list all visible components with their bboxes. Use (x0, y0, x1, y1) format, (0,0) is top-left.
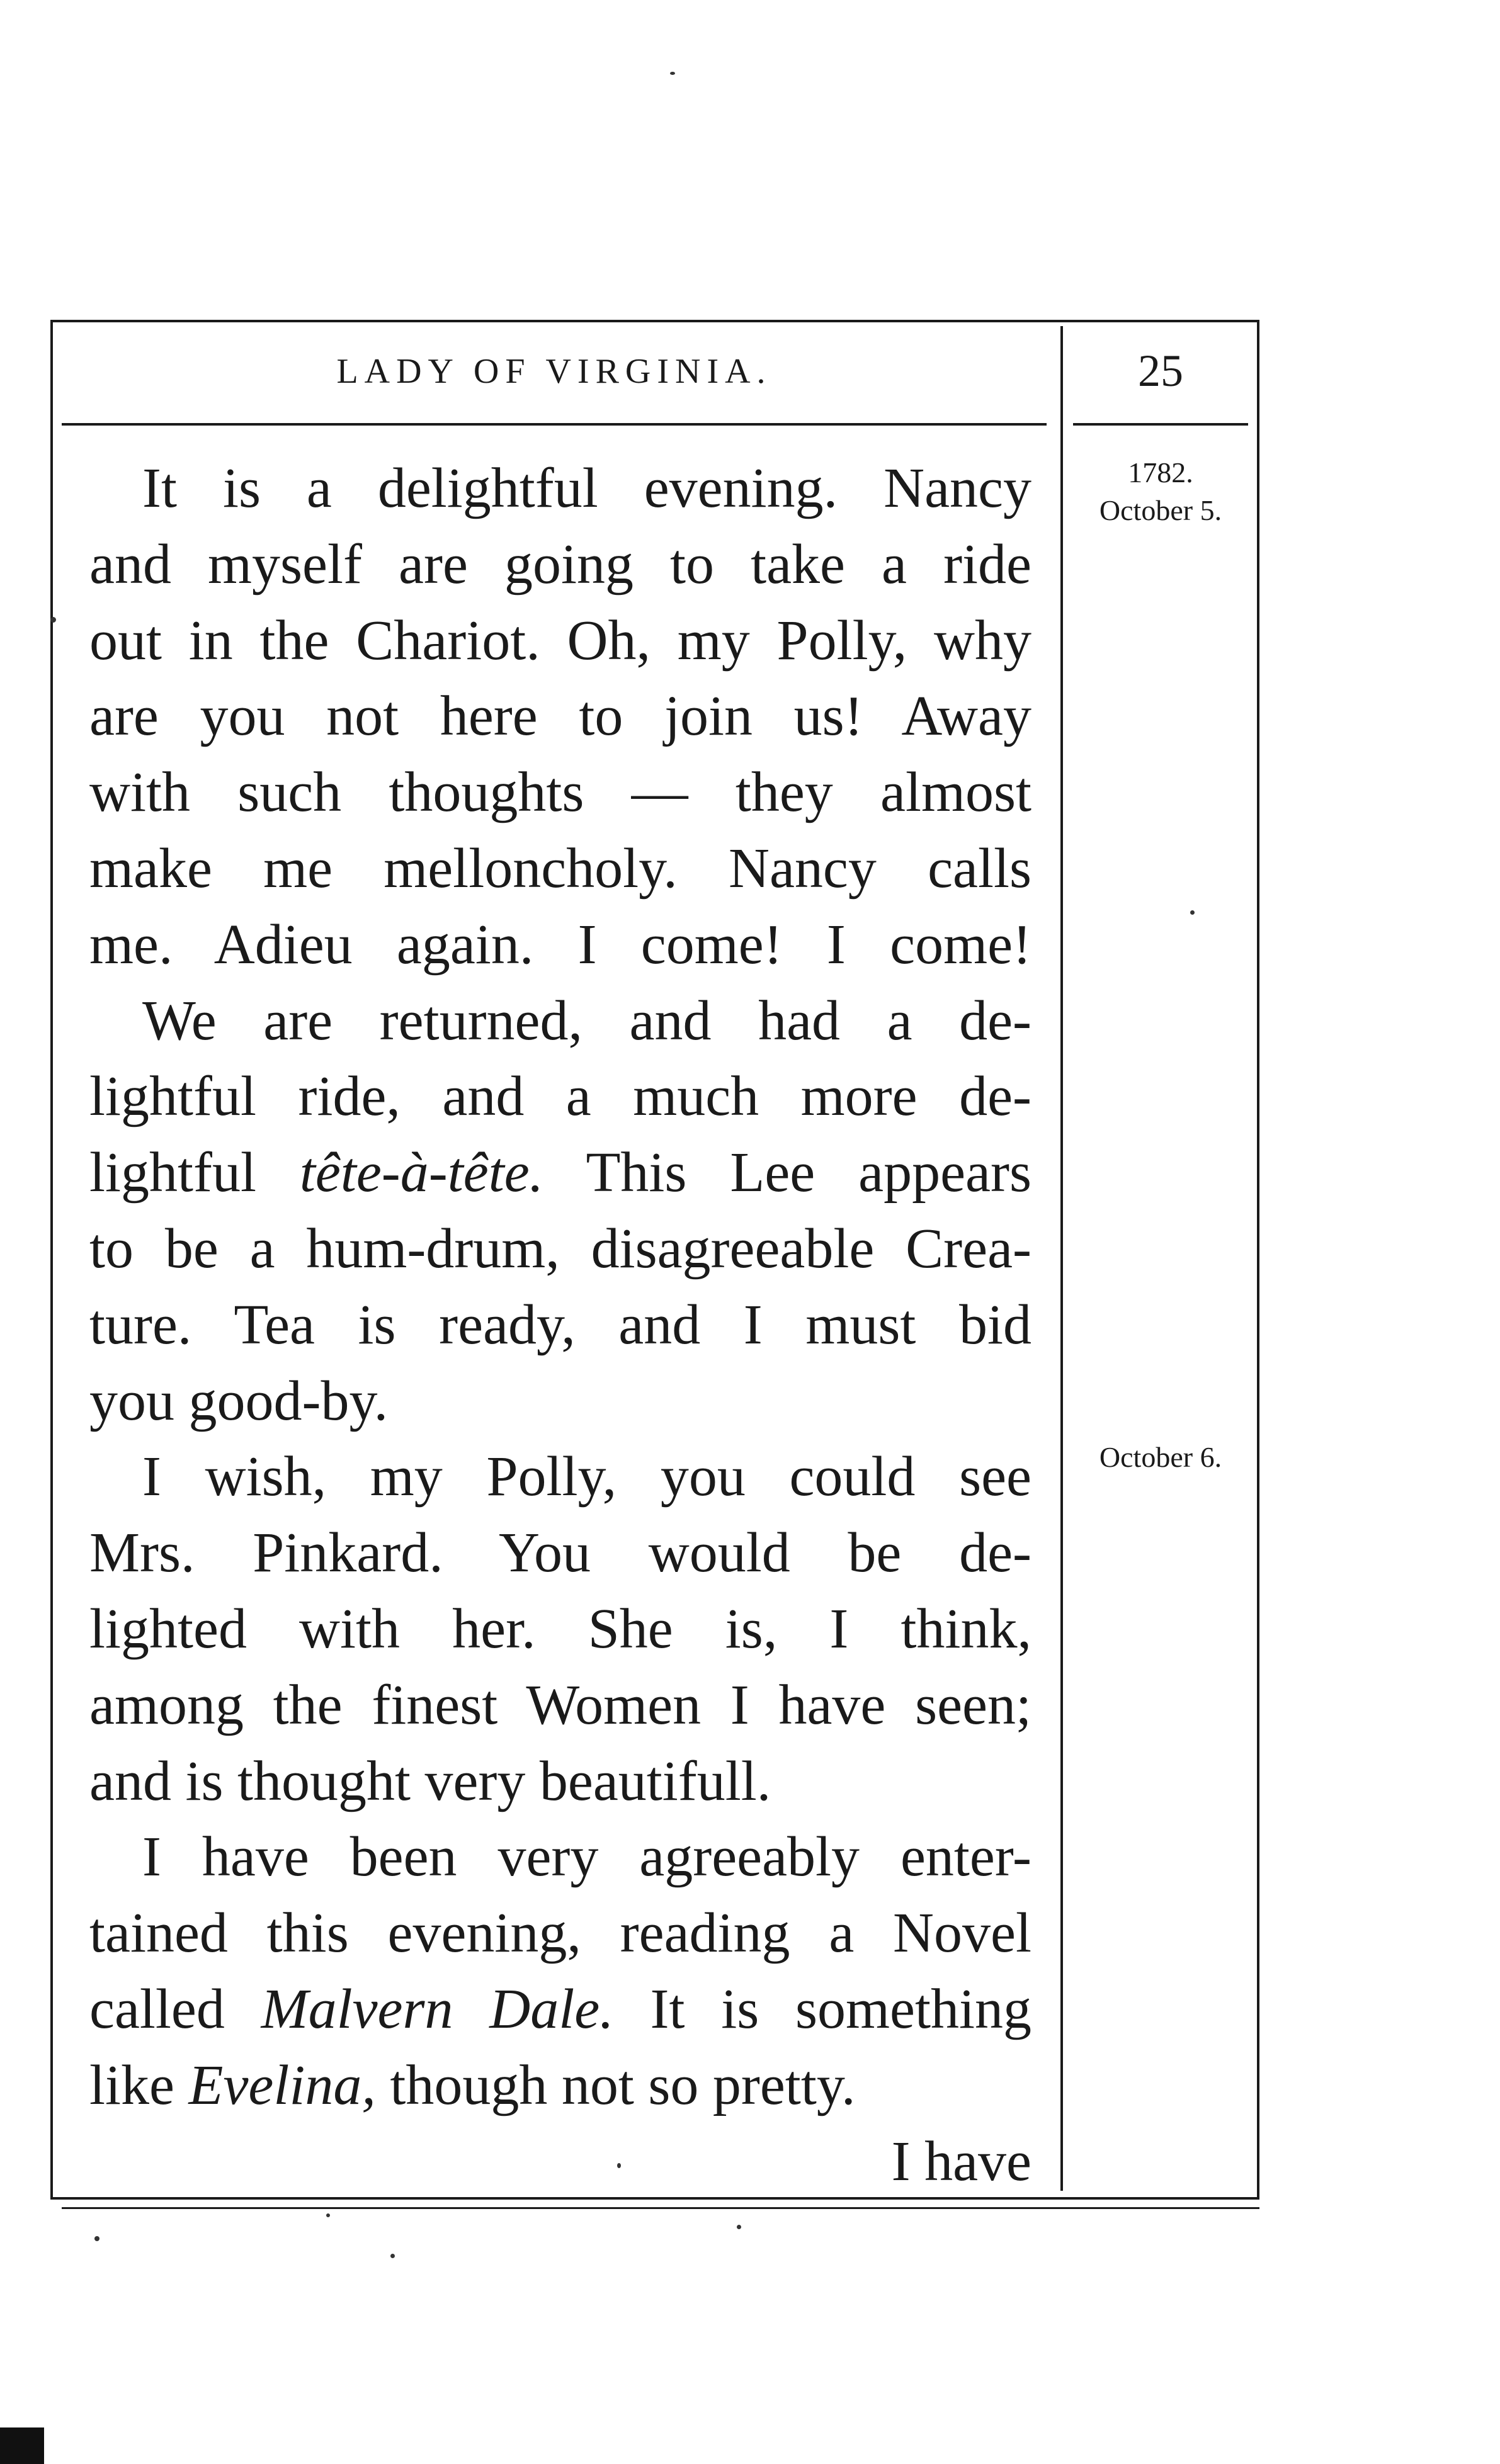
header-rule (62, 423, 1047, 426)
bottom-rule (62, 2207, 1259, 2209)
paragraph-2 (89, 983, 1031, 1440)
body-text (89, 451, 1031, 2200)
text-line: are you not here to join us! Away (89, 685, 1031, 748)
text-line: We are returned, and had a de- (142, 989, 1031, 1052)
text-line: and is thought very beautifull. (89, 1749, 771, 1812)
text-line: to be a hum-drum, disagreeable Crea- (89, 1217, 1031, 1280)
speck (390, 2254, 395, 2258)
paragraph-1 (89, 451, 1031, 983)
text-line: It is a delightful evening. Nancy (142, 457, 1031, 519)
text-line: ture. Tea is ready, and I must bid (89, 1293, 1031, 1356)
margin-divider (1060, 326, 1063, 2191)
text-line: make me melloncholy. Nancy calls (89, 837, 1031, 900)
text-line: Mrs. Pinkard. You would be de- (89, 1522, 1031, 1585)
margin-note-october-6: October 6. (1099, 1441, 1222, 1473)
text-line: out in the Chariot. Oh, my Polly, why (89, 609, 1031, 672)
speck (670, 72, 675, 75)
speck (1190, 910, 1195, 915)
margin-note-year: 1782. (1128, 456, 1193, 489)
paragraph-3 (89, 1439, 1031, 1819)
header-rule-margin (1073, 423, 1248, 426)
catchword: I have (891, 2130, 1031, 2193)
page-number: 25 (1138, 346, 1183, 396)
paragraph-4 (89, 1819, 1031, 2123)
text-line: you good-by. (89, 1369, 389, 1432)
text-line (89, 2048, 1031, 2124)
text-line: among the finest Women I have seen; (89, 1673, 1031, 1736)
text-span: lightful (89, 1141, 300, 1204)
running-head: LADY OF VIRGINIA. (336, 352, 772, 391)
speck (326, 2213, 330, 2217)
text-line (89, 1972, 1031, 2048)
text-span: though not so pretty. (375, 2054, 856, 2116)
italic-title: Evelina, (188, 2054, 376, 2116)
speck (617, 2163, 621, 2168)
text-span: called (89, 1977, 261, 2040)
italic-phrase: tête-à-tête. (299, 1141, 544, 1204)
text-span: like (89, 2054, 189, 2116)
italic-title: Malvern Dale. (261, 1977, 614, 2040)
text-line: lighted with her. She is, I think, (89, 1597, 1031, 1660)
speck (94, 2236, 99, 2241)
text-line: me. Adieu again. I come! I come! (89, 913, 1031, 976)
speck (50, 617, 56, 623)
margin-note-october-5: October 5. (1099, 494, 1222, 526)
text-span: It is something (613, 1977, 1031, 2040)
text-line: lightful ride, and a much more de- (89, 1065, 1031, 1128)
text-line: I have been very agreeably enter- (142, 1826, 1031, 1889)
text-line: and myself are going to take a ride (89, 533, 1031, 596)
speck (737, 2225, 741, 2229)
text-line: with such thoughts — they almost (89, 761, 1031, 824)
scan-edge-mark (0, 2427, 44, 2464)
text-line (89, 1135, 1031, 1211)
text-span: This Lee appears (543, 1141, 1031, 1204)
text-line: I wish, my Polly, you could see (142, 1445, 1031, 1508)
text-line: tained this evening, reading a Novel (89, 1902, 1031, 1965)
